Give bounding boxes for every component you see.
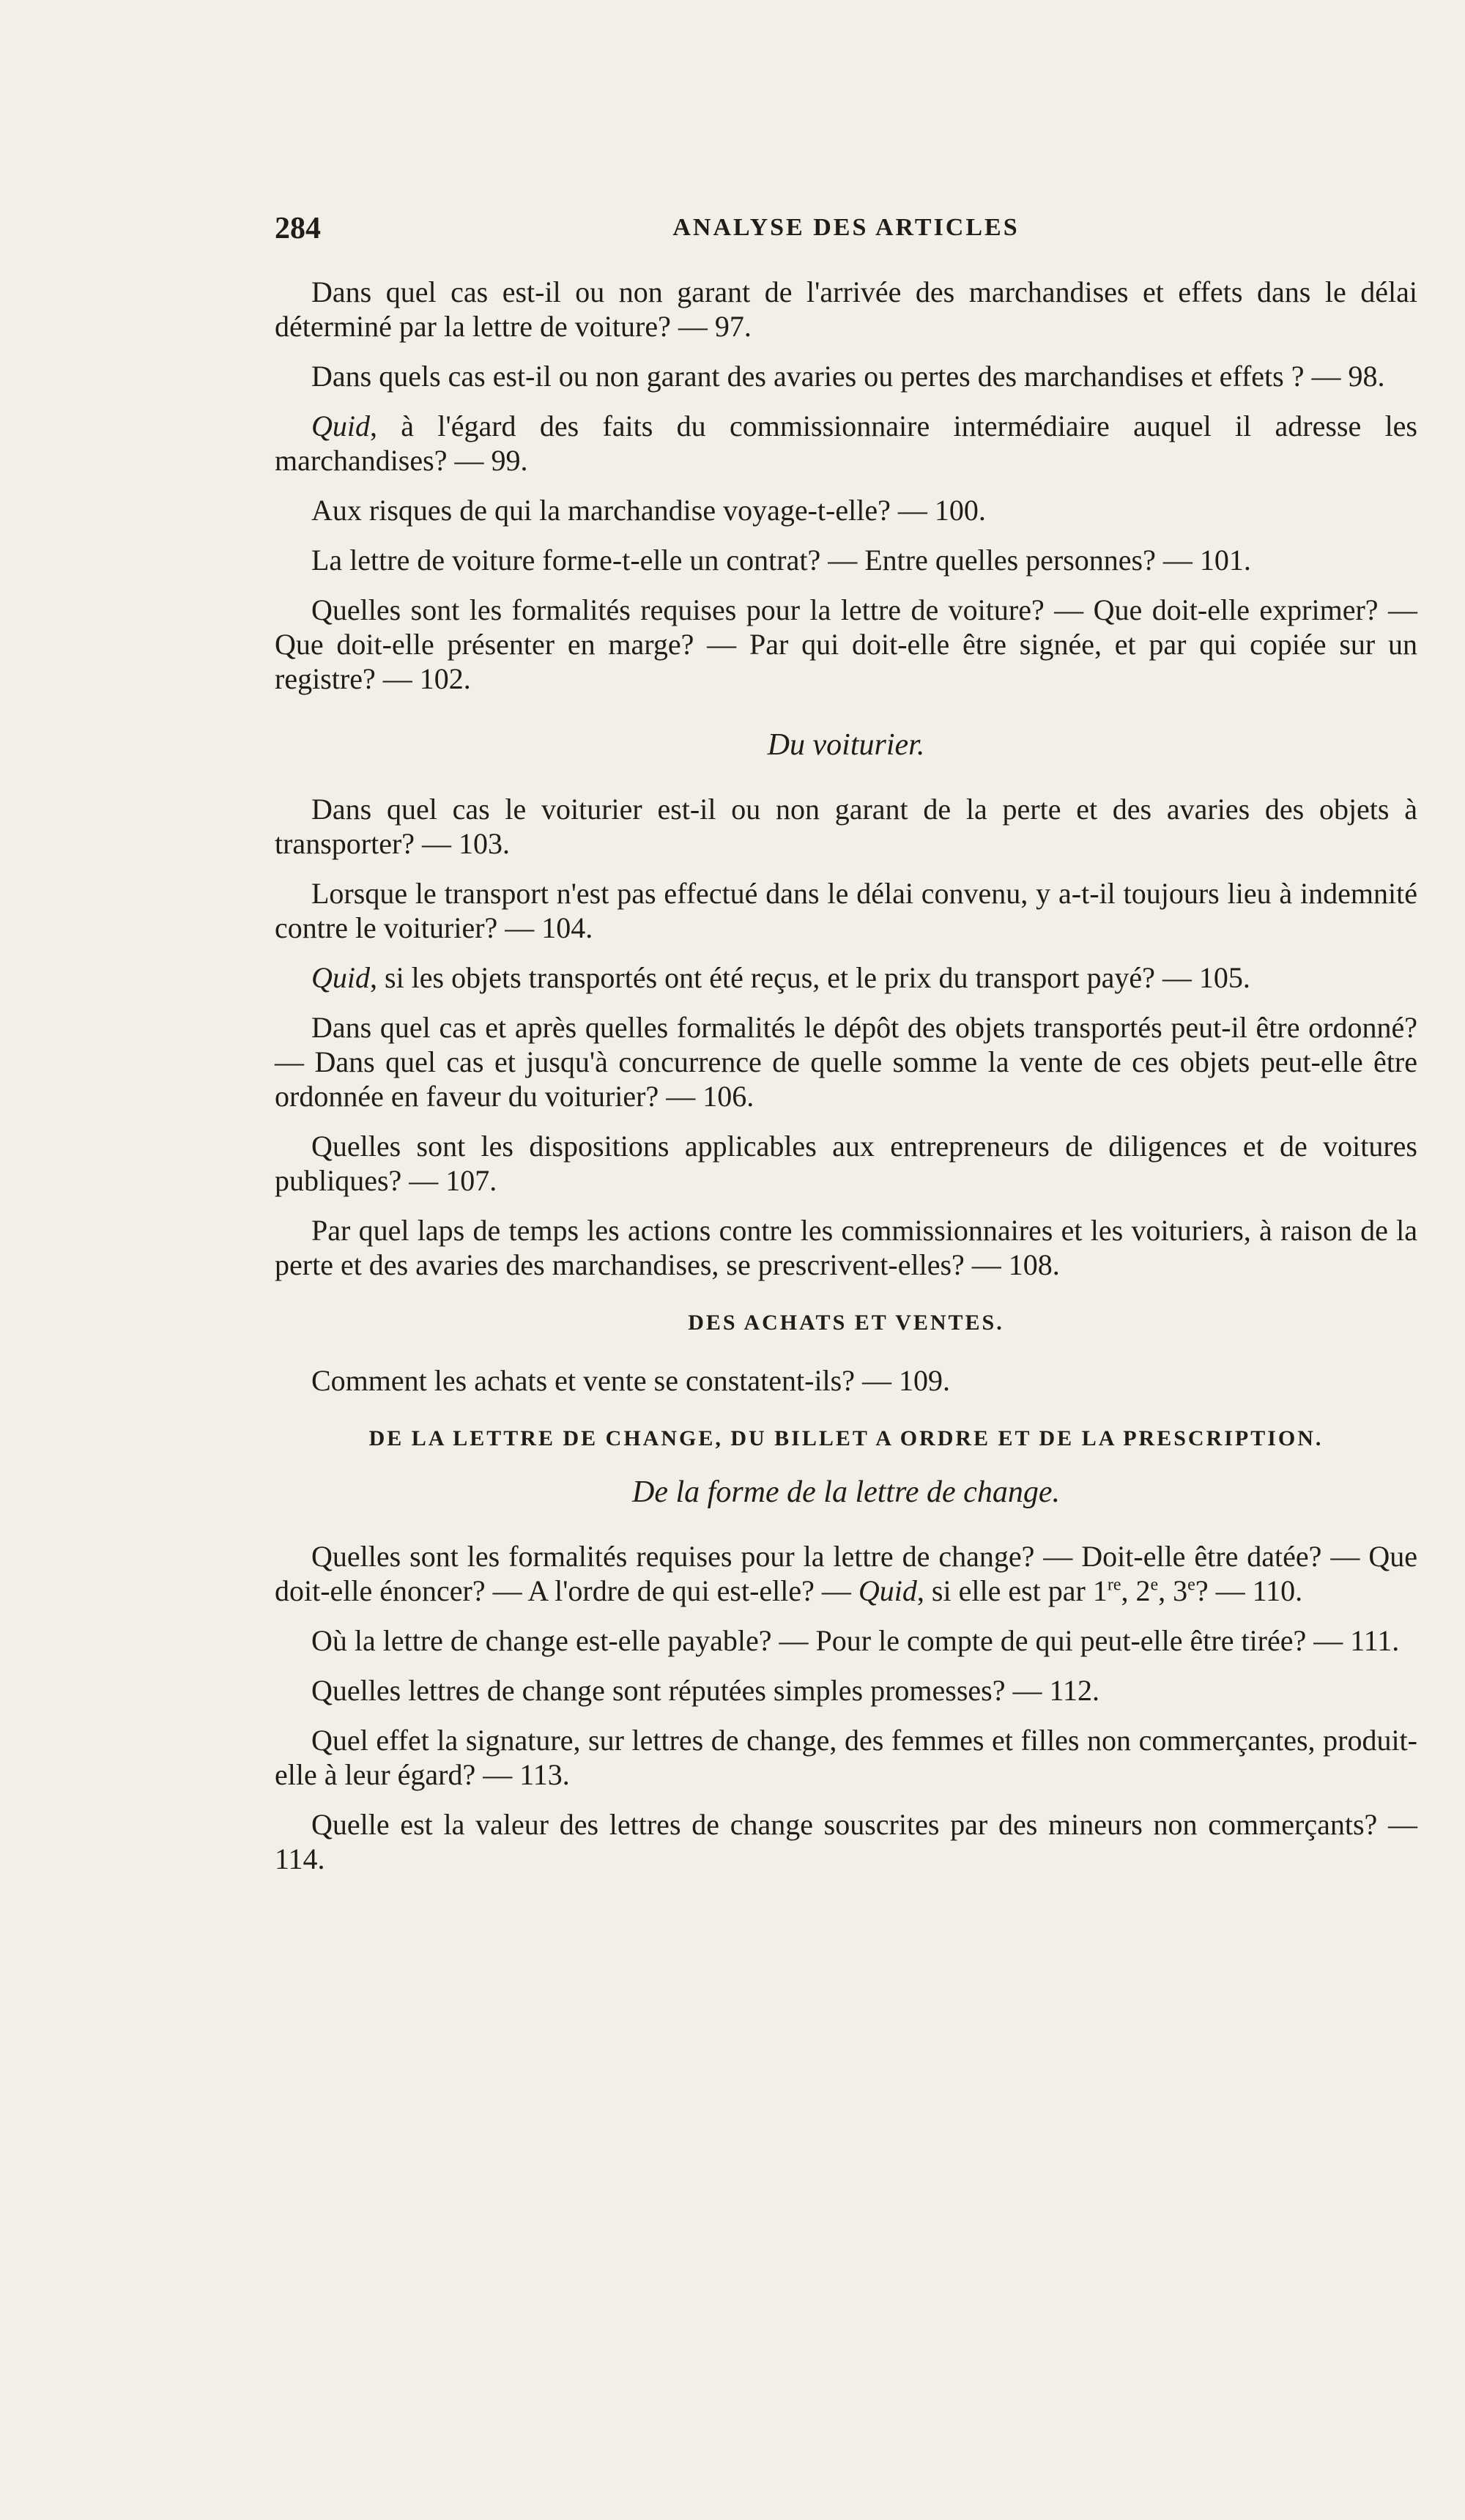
quid-italic: Quid (311, 961, 370, 994)
paragraph-99 (275, 409, 1417, 478)
paragraph-111: Où la lettre de change est-elle payable? — Pour le compte de qui peut-elle être tirée? — 111. (311, 1624, 1400, 1657)
paragraph-106: Dans quel cas et après quelles formalités le dépôt des objets transportés peut-il être ordonné? — Dans quel cas et jusqu'à concurrence de quelle somme la vente de ces objets peut-elle être ordonnée en faveur du voiturier? — 106. (275, 1011, 1417, 1113)
superscript-re: re (1107, 1575, 1121, 1595)
paragraph-110-text-e: ? — 110. (1195, 1574, 1303, 1607)
page-number: 284 (275, 212, 321, 245)
paragraph-110-text-b: , si elle est par 1 (916, 1574, 1108, 1607)
paragraph-105 (275, 960, 1417, 995)
paragraph-100: Aux risques de qui la marchandise voyage-t-elle? — 100. (311, 494, 986, 527)
paragraph-109: Comment les achats et vente se constatent-ils? — 109. (311, 1364, 950, 1397)
quid-italic: Quid (858, 1574, 917, 1607)
section-title-achats: DES ACHATS ET VENTES. (688, 1311, 1004, 1335)
body-text (275, 275, 1417, 1891)
paragraph-114: Quelle est la valeur des lettres de change souscrites par des mineurs non commerçants? — 114. (275, 1808, 1417, 1875)
paragraph-105-text: , si les objets transportés ont été reçus, et le prix du transport payé? — 105. (370, 961, 1250, 994)
paragraph-97: Dans quel cas est-il ou non garant de l'arrivée des marchandises et effets dans le délai déterminé par la lettre de voiture? — 97. (275, 275, 1417, 343)
superscript-e: e (1150, 1575, 1159, 1595)
section-title-voiturier: Du voiturier. (767, 728, 925, 762)
paragraph-110-text-d: , 3 (1158, 1574, 1188, 1607)
paragraph-107: Quelles sont les dispositions applicables aux entrepreneurs de diligences et de voitures publiques? — 107. (275, 1130, 1417, 1197)
paragraph-103: Dans quel cas le voiturier est-il ou non garant de la perte et des avaries des objets à transporter? — 103. (275, 793, 1417, 860)
superscript-e: e (1187, 1575, 1195, 1595)
paragraph-99-text: , à l'égard des faits du commissionnaire intermédiaire auquel il adresse les marchandises? — 99. (275, 410, 1417, 477)
section-title-lettre-change: DE LA LETTRE DE CHANGE, DU BILLET A ORDRE ET DE LA PRESCRIPTION. (368, 1426, 1324, 1450)
paragraph-98: Dans quels cas est-il ou non garant des avaries ou pertes des marchandises et effets ? — 98. (311, 360, 1385, 393)
paragraph-110 (275, 1539, 1417, 1608)
subsection-title-forme: De la forme de la lettre de change. (632, 1475, 1060, 1509)
quid-italic: Quid (311, 410, 370, 442)
paragraph-104: Lorsque le transport n'est pas effectué dans le délai convenu, y a-t-il toujours lieu à indemnité contre le voiturier? — 104. (275, 877, 1417, 944)
paragraph-108: Par quel laps de temps les actions contre les commissionnaires et les voituriers, à raison de la perte et des avaries des marchandises, se prescrivent-elles? — 108. (275, 1214, 1417, 1281)
paragraph-110-text-a: Quelles sont les formalités requises pour la lettre de change? — Doit-elle être datée? — Que doit-elle énoncer? — A l'ordre de qui est-elle? — (275, 1540, 1417, 1607)
paragraph-112: Quelles lettres de change sont réputées simples promesses? — 112. (311, 1674, 1100, 1707)
paragraph-110-text-c: , 2 (1121, 1574, 1151, 1607)
paragraph-101: La lettre de voiture forme-t-elle un contrat? — Entre quelles personnes? — 101. (311, 544, 1251, 577)
running-head (275, 211, 1417, 255)
running-title: ANALYSE DES ARTICLES (672, 214, 1020, 241)
paragraph-102: Quelles sont les formalités requises pour la lettre de voiture? — Que doit-elle exprimer? — Que doit-elle présenter en marge? — Par qui doit-elle être signée, et par qui copiée sur un registre? — 102. (275, 593, 1417, 695)
paragraph-113: Quel effet la signature, sur lettres de change, des femmes et filles non commerçantes, produit-elle à leur égard? — 113. (275, 1724, 1417, 1791)
